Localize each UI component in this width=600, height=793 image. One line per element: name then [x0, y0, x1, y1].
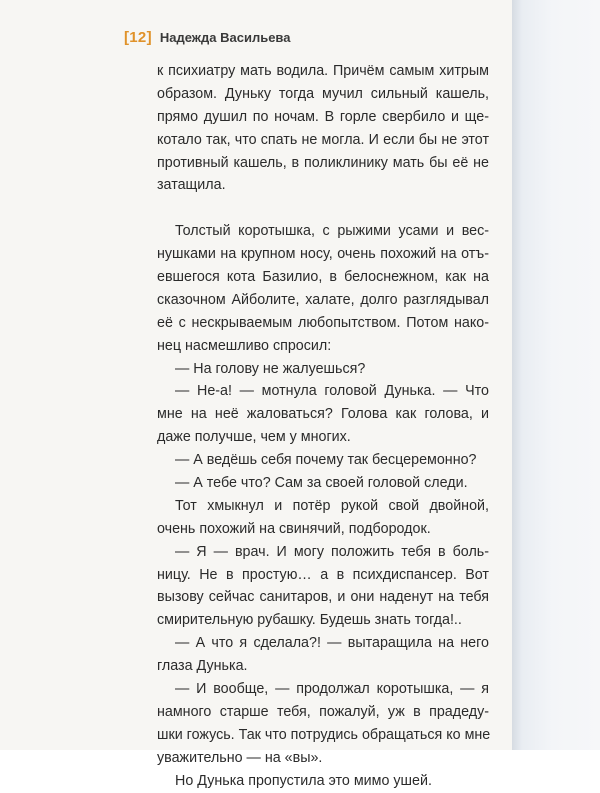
- text-line: — А что я сделала?! — вытаращила на него: [175, 635, 489, 652]
- text-line: ницу. Не в простую… а в психдиспансер. Вот: [157, 566, 489, 583]
- text-line: шки гожусь. Так что потрудись обращаться ко мне: [157, 726, 491, 743]
- text-line: — И вообще, — продолжал коротышка, — я: [175, 681, 489, 698]
- author-name: Надежда Васильева: [159, 30, 291, 45]
- text-line: — А ведёшь себя почему так бесцеремонно?: [175, 452, 477, 469]
- text-line: даже получше, чем у многих.: [157, 429, 351, 446]
- text-line: уважительно — на «вы».: [157, 749, 323, 766]
- text-line: сказочном Айболите, халате, долго разглядывал: [157, 291, 489, 308]
- text-line: котало так, что спать не могла. И если бы не этот: [157, 131, 489, 148]
- paragraph-gap: [157, 197, 489, 220]
- text-line: затащила.: [157, 177, 226, 194]
- text-line: нец насмешливо спросил:: [157, 337, 332, 354]
- text-line: глаза Дунька.: [157, 658, 248, 675]
- body-text: [157, 60, 489, 793]
- book-gutter: [512, 0, 600, 750]
- text-line: очень похожий на свинячий, подбородок.: [157, 520, 431, 537]
- text-line: образом. Дуньку тогда мучил сильный кашель,: [157, 85, 489, 102]
- text-line: евшегося кота Базилио, в белоснежном, как на: [157, 269, 489, 286]
- text-line: — А тебе что? Сам за своей головой следи.: [175, 475, 468, 492]
- text-line: Но Дунька пропустила это мимо ушей.: [175, 772, 432, 789]
- text-line: — Я — врач. И могу положить тебя в боль-: [175, 543, 489, 560]
- text-line: к психиатру мать водила. Причём самым хитрым: [157, 63, 489, 79]
- text-line: вызову сейчас санитаров, и они наденут на тебя: [157, 589, 489, 606]
- text-line: Толстый коротышка, с рыжими усами и вес-: [175, 223, 489, 240]
- text-line: нушками на крупном носу, очень похожий на отъ-: [157, 246, 489, 263]
- text-line: — На голову не жалуешься?: [175, 360, 366, 377]
- text-line: — Не-а! — мотнула головой Дунька. — Что: [175, 383, 489, 400]
- text-line: противный кашель, в поликлинику мать бы её не: [157, 154, 489, 171]
- text-line: прямо душил по ночам. В горле свербило и ще-: [157, 108, 489, 125]
- text-line: Тот хмыкнул и потёр рукой свой двойной,: [175, 497, 489, 514]
- text-line: её с нескрываемым любопытством. Потом нако-: [157, 314, 489, 331]
- text-line: намного старше тебя, пожалуй, уж в прадеду-: [157, 703, 489, 720]
- text-line: смирительную рубашку. Будешь знать тогда!..: [157, 612, 462, 629]
- running-header: [124, 29, 290, 49]
- page-number: [12]: [124, 29, 152, 46]
- text-line: мне на неё жаловаться? Голова как голова, и: [157, 406, 489, 423]
